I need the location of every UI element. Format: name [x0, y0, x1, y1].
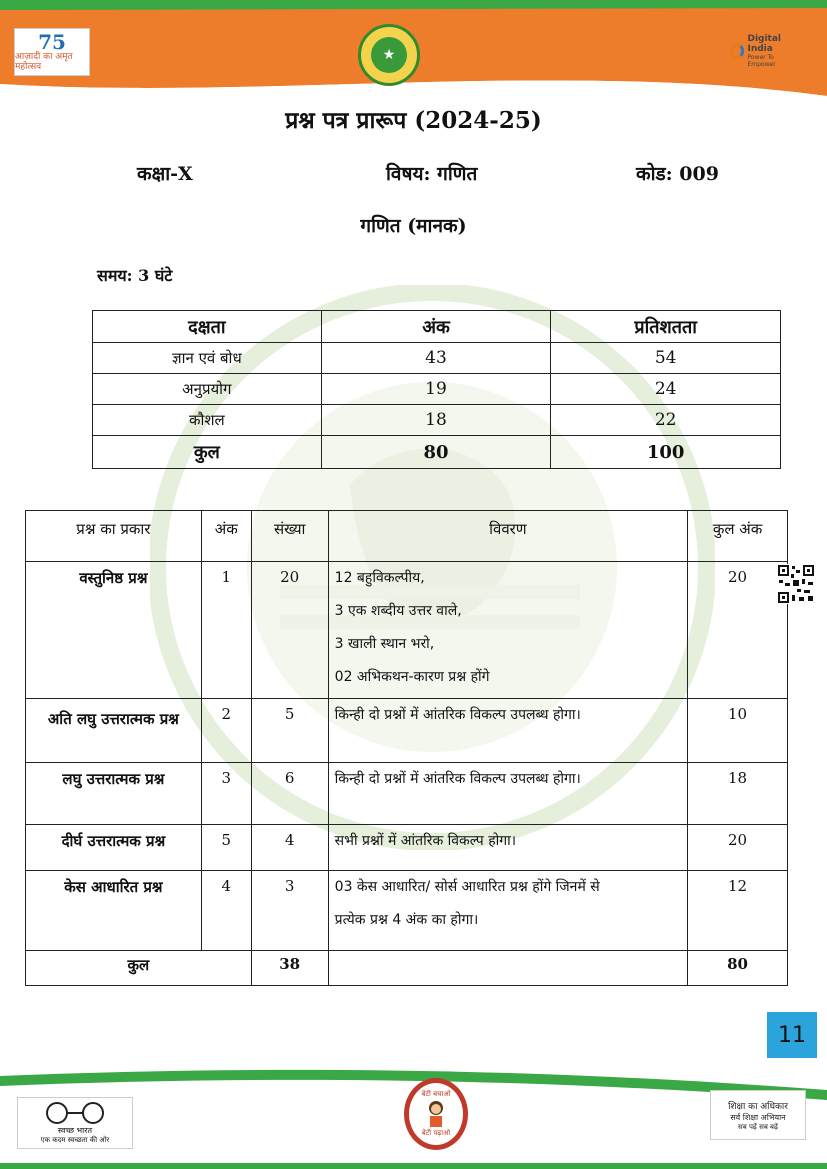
table-cell	[328, 763, 687, 825]
table-header-row	[93, 311, 781, 343]
detail-line: किन्ही दो प्रश्नों में आंतरिक विकल्प उपलब्ध होगा।	[334, 707, 581, 723]
header-cell: विवरण	[328, 511, 687, 562]
beti-bachao-logo: बेटी बचाओ बेटी पढ़ाओ	[404, 1078, 468, 1150]
detail-line: 12 बहुविकल्पीय,	[334, 570, 425, 586]
detail-line: 03 केस आधारित/ सोर्स आधारित प्रश्न होंगे जिनमें से	[334, 879, 600, 895]
page-title: प्रश्न पत्र प्रारूप (2024-25)	[285, 107, 542, 134]
table-cell: 5	[201, 825, 251, 871]
detail-line: 02 अभिकथन-कारण प्रश्न होंगे	[334, 669, 490, 685]
header-cell: प्रश्न का प्रकार	[26, 511, 202, 562]
table-cell	[328, 871, 687, 951]
question-type-table	[25, 510, 788, 986]
table-row	[26, 562, 788, 699]
header-cell: दक्षता	[93, 311, 322, 343]
time-label: समय: 3 घंटे	[97, 266, 173, 285]
table-cell: 18	[688, 763, 788, 825]
table-cell: कुल	[93, 436, 322, 469]
table-cell: 54	[551, 343, 781, 374]
detail-line: प्रत्येक प्रश्न 4 अंक का होगा।	[334, 912, 479, 928]
table-cell: 80	[688, 951, 788, 986]
table-cell: 38	[251, 951, 328, 986]
table-cell: 22	[551, 405, 781, 436]
table-cell: 6	[251, 763, 328, 825]
table-cell: 20	[251, 562, 328, 699]
digital-india-logo: Digital India Power To Empower	[730, 36, 800, 66]
table-cell: 100	[551, 436, 781, 469]
girl-icon	[424, 1099, 448, 1129]
table-cell: कौशल	[93, 405, 322, 436]
table-row	[26, 699, 788, 763]
table-cell	[328, 699, 687, 763]
table-cell: 43	[321, 343, 551, 374]
table-cell: 19	[321, 374, 551, 405]
class-label: कक्षा-X	[137, 163, 193, 185]
subtitle: गणित (मानक)	[360, 215, 467, 237]
board-emblem	[358, 24, 420, 86]
code-label: कोड: 009	[636, 163, 719, 185]
header-cell: प्रतिशतता	[551, 311, 781, 343]
total-row	[26, 951, 788, 986]
table-row	[93, 405, 781, 436]
table-cell: 10	[688, 699, 788, 763]
shiksha-ka-adhikar-logo: शिक्षा का अधिकार सर्व शिक्षा अभियान सब पढ़ें सब बढ़ें	[710, 1090, 806, 1140]
table-row	[26, 871, 788, 951]
competency-table	[92, 310, 781, 469]
detail-line: किन्ही दो प्रश्नों में आंतरिक विकल्प उपलब्ध होगा।	[334, 771, 581, 787]
table-cell: 18	[321, 405, 551, 436]
total-row	[93, 436, 781, 469]
table-cell: ज्ञान एवं बोध	[93, 343, 322, 374]
header-cell: संख्या	[251, 511, 328, 562]
digital-india-icon	[730, 43, 744, 59]
subject-label: विषय: गणित	[386, 163, 478, 185]
detail-line: 3 एक शब्दीय उत्तर वाले,	[334, 603, 462, 619]
table-cell: 1	[201, 562, 251, 699]
table-cell: 80	[321, 436, 551, 469]
table-cell: 4	[251, 825, 328, 871]
table-cell: वस्तुनिष्ठ प्रश्न	[26, 562, 202, 699]
detail-line: 3 खाली स्थान भरो,	[334, 636, 435, 652]
table-cell	[328, 825, 687, 871]
table-cell: दीर्घ उत्तरात्मक प्रश्न	[26, 825, 202, 871]
table-cell	[328, 951, 687, 986]
table-cell: 5	[251, 699, 328, 763]
table-row	[93, 374, 781, 405]
table-cell: 24	[551, 374, 781, 405]
table-cell: 2	[201, 699, 251, 763]
table-cell: अति लघु उत्तरात्मक प्रश्न	[26, 699, 202, 763]
table-cell: लघु उत्तरात्मक प्रश्न	[26, 763, 202, 825]
azadi-amrit-mahotsav-logo: 75 आज़ादी का अमृत महोत्सव	[14, 28, 90, 76]
header-cell: अंक	[201, 511, 251, 562]
table-row	[93, 343, 781, 374]
qr-code-icon[interactable]	[777, 564, 815, 604]
table-cell	[328, 562, 687, 699]
table-cell: 3	[201, 763, 251, 825]
swachh-bharat-logo: स्वच्छ भारत एक कदम स्वच्छता की ओर	[17, 1097, 133, 1149]
table-header-row	[26, 511, 788, 562]
table-cell: कुल	[26, 951, 252, 986]
table-cell: 4	[201, 871, 251, 951]
table-cell: 20	[688, 562, 788, 699]
table-cell: केस आधारित प्रश्न	[26, 871, 202, 951]
header-cell: अंक	[321, 311, 551, 343]
table-cell: 20	[688, 825, 788, 871]
table-cell: 12	[688, 871, 788, 951]
page-number: 11	[767, 1012, 817, 1058]
detail-line: सभी प्रश्नों में आंतरिक विकल्प होगा।	[334, 833, 517, 849]
table-cell: अनुप्रयोग	[93, 374, 322, 405]
torch-icon: ★	[371, 37, 407, 73]
table-row	[26, 763, 788, 825]
table-cell: 3	[251, 871, 328, 951]
header-cell: कुल अंक	[688, 511, 788, 562]
spectacles-icon	[35, 1101, 115, 1125]
table-row	[26, 825, 788, 871]
